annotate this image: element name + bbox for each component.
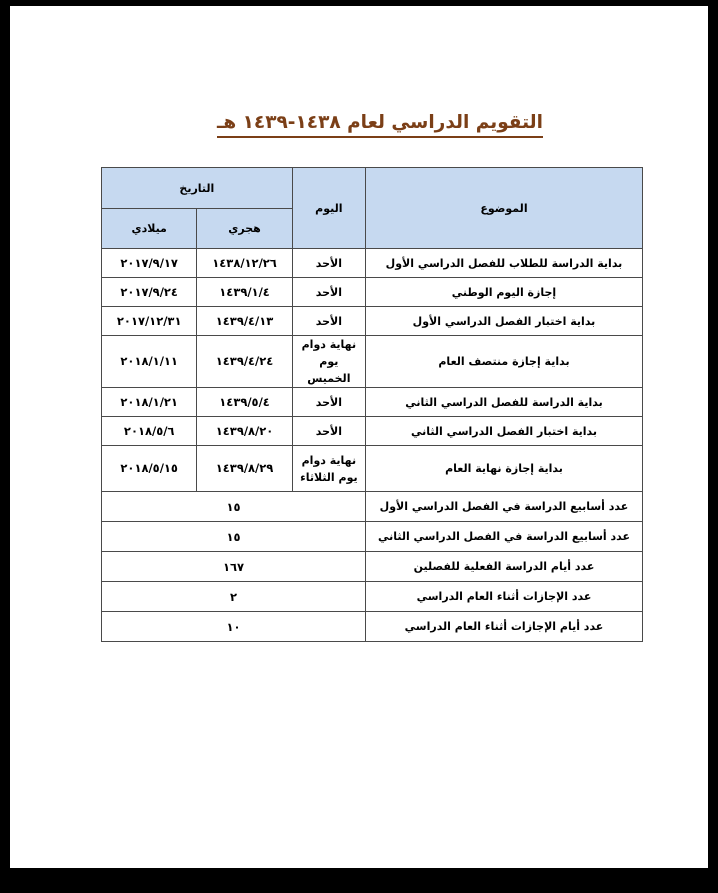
event-topic: بداية اختبار الفصل الدراسي الأول: [365, 307, 642, 336]
header-hijri: هجري: [197, 209, 292, 249]
header-topic: الموضوع: [365, 168, 642, 249]
summary-value: ١٦٧: [102, 552, 366, 582]
header-day: اليوم: [292, 168, 365, 249]
calendar-table: [101, 167, 643, 642]
event-hijri: ١٤٣٨/١٢/٢٦: [197, 249, 292, 278]
photo-border-bottom: [0, 868, 718, 893]
event-hijri: ١٤٣٩/١/٤: [197, 278, 292, 307]
event-gregorian: ٢٠١٨/٥/١٥: [102, 446, 197, 492]
event-day: الأحد: [292, 278, 365, 307]
photo-border-left: [0, 0, 10, 893]
summary-row: [102, 612, 643, 642]
event-topic: إجازة اليوم الوطني: [365, 278, 642, 307]
summary-row: [102, 492, 643, 522]
photo-border-right: [708, 0, 718, 893]
event-gregorian: ٢٠١٨/٥/٦: [102, 417, 197, 446]
header-row: [102, 168, 643, 209]
header-gregorian: ميلادي: [102, 209, 197, 249]
event-gregorian: ٢٠١٨/١/١١: [102, 336, 197, 388]
page-title-container: [215, 112, 545, 150]
summary-row: [102, 552, 643, 582]
event-topic: بداية الدراسة للفصل الدراسي الثاني: [365, 388, 642, 417]
table-row: [102, 249, 643, 278]
event-day: الأحد: [292, 249, 365, 278]
summary-label: عدد الإجازات أثناء العام الدراسي: [365, 582, 642, 612]
table-row: [102, 278, 643, 307]
event-topic: بداية الدراسة للطلاب للفصل الدراسي الأول: [365, 249, 642, 278]
summary-label: عدد أسابيع الدراسة في الفصل الدراسي الثاني: [365, 522, 642, 552]
page-title: التقويم الدراسي لعام ١٤٣٨-١٤٣٩ هـ: [217, 112, 543, 138]
summary-row: [102, 522, 643, 552]
event-day: الأحد: [292, 417, 365, 446]
event-day: الأحد: [292, 388, 365, 417]
summary-label: عدد أيام الإجازات أثناء العام الدراسي: [365, 612, 642, 642]
summary-value: ٢: [102, 582, 366, 612]
event-gregorian: ٢٠١٨/١/٢١: [102, 388, 197, 417]
table-row: [102, 388, 643, 417]
event-day: الأحد: [292, 307, 365, 336]
event-gregorian: ٢٠١٧/٩/١٧: [102, 249, 197, 278]
table-row: [102, 307, 643, 336]
event-gregorian: ٢٠١٧/٩/٢٤: [102, 278, 197, 307]
event-topic: بداية اختبار الفصل الدراسي الثاني: [365, 417, 642, 446]
event-day: نهاية دوام يوم الثلاثاء: [292, 446, 365, 492]
table-row: [102, 417, 643, 446]
summary-value: ١٠: [102, 612, 366, 642]
event-hijri: ١٤٣٩/٤/٢٤: [197, 336, 292, 388]
summary-label: عدد أسابيع الدراسة في الفصل الدراسي الأول: [365, 492, 642, 522]
event-hijri: ١٤٣٩/٥/٤: [197, 388, 292, 417]
summary-value: ١٥: [102, 522, 366, 552]
event-gregorian: ٢٠١٧/١٢/٣١: [102, 307, 197, 336]
event-hijri: ١٤٣٩/٤/١٣: [197, 307, 292, 336]
summary-label: عدد أيام الدراسة الفعلية للفصلين: [365, 552, 642, 582]
event-topic: بداية إجازة نهاية العام: [365, 446, 642, 492]
table-row: [102, 336, 643, 388]
header-date: التاريخ: [102, 168, 293, 209]
event-hijri: ١٤٣٩/٨/٢٩: [197, 446, 292, 492]
summary-value: ١٥: [102, 492, 366, 522]
table-row: [102, 446, 643, 492]
event-topic: بداية إجازة منتصف العام: [365, 336, 642, 388]
event-hijri: ١٤٣٩/٨/٢٠: [197, 417, 292, 446]
event-day: نهاية دوام يوم الخميس: [292, 336, 365, 388]
summary-row: [102, 582, 643, 612]
